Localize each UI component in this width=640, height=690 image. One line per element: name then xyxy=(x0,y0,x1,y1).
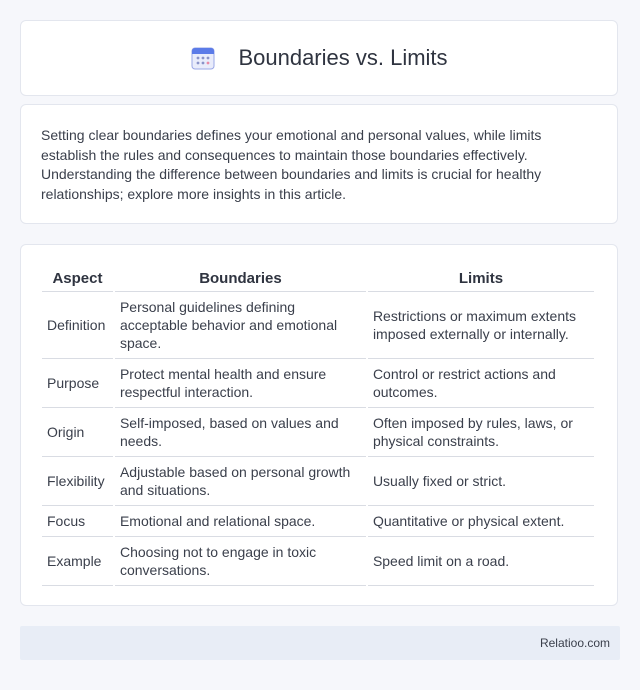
calendar-icon xyxy=(190,45,216,71)
footer-site: Relatioo.com xyxy=(539,636,610,650)
table-row xyxy=(42,537,594,586)
limits-cell: Control or restrict actions and outcomes. xyxy=(368,359,594,408)
limits-cell: Restrictions or maximum extents imposed externally or internally. xyxy=(368,292,594,359)
boundaries-cell: Choosing not to engage in toxic conversations. xyxy=(115,537,366,586)
table-row xyxy=(42,457,594,506)
footer xyxy=(20,626,620,660)
boundaries-cell: Personal guidelines defining acceptable behavior and emotional space. xyxy=(115,292,366,359)
limits-cell: Often imposed by rules, laws, or physical constraints. xyxy=(368,408,594,457)
table-row xyxy=(42,506,594,537)
boundaries-cell: Self-imposed, based on values and needs. xyxy=(115,408,366,457)
aspect-cell: Definition xyxy=(42,292,113,359)
limits-cell: Speed limit on a road. xyxy=(368,537,594,586)
aspect-cell: Purpose xyxy=(42,359,113,408)
table-row xyxy=(42,292,594,359)
table-header-row xyxy=(42,265,594,292)
header-aspect: Aspect xyxy=(42,265,113,292)
title-card xyxy=(20,20,618,96)
boundaries-cell: Adjustable based on personal growth and situations. xyxy=(115,457,366,506)
header-limits: Limits xyxy=(368,265,594,292)
intro-card xyxy=(20,104,618,224)
aspect-cell: Example xyxy=(42,537,113,586)
table-row xyxy=(42,359,594,408)
aspect-cell: Focus xyxy=(42,506,113,537)
boundaries-cell: Protect mental health and ensure respectful interaction. xyxy=(115,359,366,408)
aspect-cell: Flexibility xyxy=(42,457,113,506)
table-row xyxy=(42,408,594,457)
header-boundaries: Boundaries xyxy=(115,265,366,292)
comparison-table-card xyxy=(20,244,618,606)
page-title: Boundaries vs. Limits xyxy=(238,45,448,70)
limits-cell: Usually fixed or strict. xyxy=(368,457,594,506)
limits-cell: Quantitative or physical extent. xyxy=(368,506,594,537)
aspect-cell: Origin xyxy=(42,408,113,457)
boundaries-cell: Emotional and relational space. xyxy=(115,506,366,537)
comparison-table xyxy=(40,265,596,586)
intro-text: Setting clear boundaries defines your emotional and personal values, while limits establish the rules and consequences to maintain those boundaries effectively. Understanding the difference between boundaries and limits is crucial for healthy relationships; explore more insights in this article. xyxy=(41,127,542,202)
